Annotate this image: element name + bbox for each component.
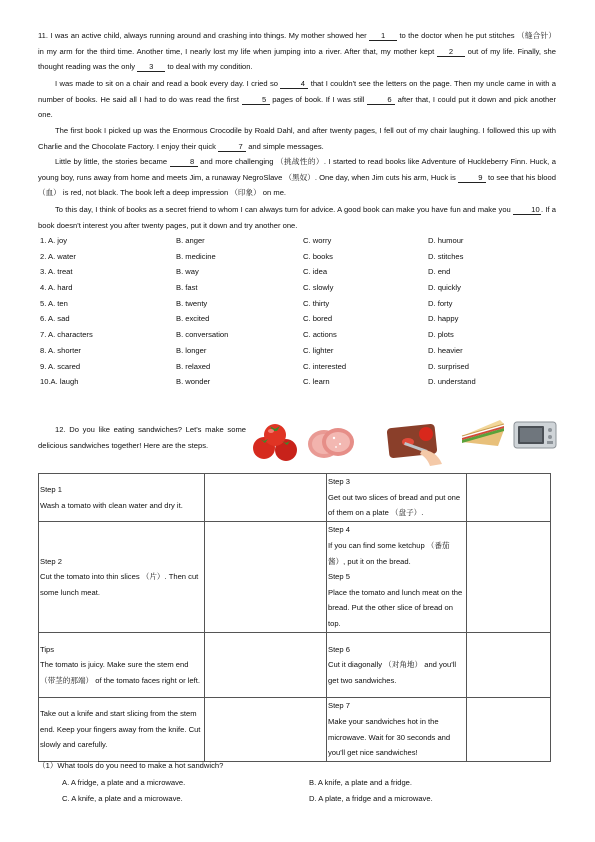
table-cell-empty xyxy=(467,698,551,762)
option-d[interactable]: D. happy xyxy=(428,314,459,324)
table-cell xyxy=(327,522,467,633)
table-cell xyxy=(327,698,467,762)
option-row xyxy=(38,236,558,252)
text: pages of book. If I was still xyxy=(269,94,368,104)
blank-3: 3 xyxy=(137,62,165,72)
option-c[interactable]: C. books xyxy=(303,251,333,261)
option-b[interactable]: B. way xyxy=(176,267,199,277)
option-row xyxy=(38,346,558,362)
option-a[interactable]: 8. A. shorter xyxy=(40,345,81,355)
table-cell-empty xyxy=(467,474,551,522)
option-d[interactable]: D. quickly xyxy=(428,283,461,293)
table-cell-empty xyxy=(467,633,551,698)
option-b[interactable]: B. anger xyxy=(176,236,205,245)
blank-10: 10 xyxy=(513,205,541,215)
option-a[interactable]: 3. A. treat xyxy=(40,267,73,277)
option-c[interactable]: C. actions xyxy=(303,330,337,340)
option-row xyxy=(38,377,558,393)
option-row xyxy=(38,314,558,330)
table-row xyxy=(39,522,551,633)
option-a[interactable]: 9. A. scared xyxy=(40,361,81,371)
text: 11. I was an active child, always running around and crashing into things. My mother showed her xyxy=(38,31,370,40)
option-row xyxy=(38,283,558,299)
table-cell-empty xyxy=(205,474,327,522)
option-row xyxy=(38,267,558,283)
table-cell-empty xyxy=(205,633,327,698)
option-c[interactable]: C. idea xyxy=(303,267,328,277)
option-row xyxy=(38,252,558,268)
blank-4: 4 xyxy=(280,79,308,89)
question-12-intro: 12. Do you like eating sandwiches? Let's make some delicious sandwiches together! Here are the steps. xyxy=(38,425,246,450)
passage-paragraph-3 xyxy=(38,123,556,154)
step-2-title: Step 2 xyxy=(40,556,62,566)
option-a[interactable]: 4. A. hard xyxy=(40,283,73,293)
step-5-text: Place the tomato and lunch meat on the bread. Put the other slice of bread on top. xyxy=(328,587,463,628)
options-grid xyxy=(38,236,558,393)
step-1-text: Wash a tomato with clean water and dry it. xyxy=(40,500,183,510)
option-a[interactable]: 6. A. sad xyxy=(40,314,70,324)
table-cell xyxy=(39,633,205,698)
option-row xyxy=(38,330,558,346)
text: to the doctor when he put stitches （缝合针） in my arm for the third time. Another time, I nearly lost my life when jumping into a river. After that, my mother kept xyxy=(38,31,556,56)
text: out of my life. Finally, she thought reading was the only xyxy=(38,46,556,72)
option-b[interactable]: B. fast xyxy=(176,283,198,293)
tips-title: Tips xyxy=(40,644,55,654)
option-b[interactable]: B. longer xyxy=(176,345,207,355)
option-a[interactable]: 7. A. characters xyxy=(40,330,93,340)
blank-9: 9 xyxy=(458,173,486,183)
option-b[interactable]: B. medicine xyxy=(176,251,216,261)
answer-a[interactable]: A. A fridge, a plate and a microwave. xyxy=(62,778,186,787)
answer-c[interactable]: C. A knife, a plate and a microwave. xyxy=(62,794,183,803)
step-1-title: Step 1 xyxy=(40,484,62,494)
text: to see that his blood （血） is red, not black. The book left a deep impression （印象） on me. xyxy=(38,172,556,198)
tomatoes-icon xyxy=(250,418,302,464)
table-cell-empty xyxy=(467,522,551,633)
option-a[interactable]: 1. A. joy xyxy=(40,236,68,245)
step-2-text: Cut the tomato into thin slices （片）. Then cut some lunch meat. xyxy=(40,572,199,597)
option-b[interactable]: B. conversation xyxy=(176,330,229,340)
steps-table xyxy=(38,473,551,762)
option-c[interactable]: C. bored xyxy=(303,314,333,324)
text: to deal with my condition. xyxy=(165,62,253,72)
option-row xyxy=(38,299,558,315)
tips-text: The tomato is juicy. Make sure the stem end （带茎的那端） of the tomato faces right or left. xyxy=(40,660,200,685)
option-c[interactable]: C. learn xyxy=(303,377,330,387)
answer-d[interactable]: D. A plate, a fridge and a microwave. xyxy=(309,794,433,803)
table-cell-empty xyxy=(205,698,327,762)
option-c[interactable]: C. slowly xyxy=(303,283,334,293)
cutting-tomato-icon xyxy=(384,420,446,468)
option-a[interactable]: 10.A. laugh xyxy=(40,377,79,387)
passage-paragraph-1 xyxy=(38,28,556,75)
step-7-title: Step 7 xyxy=(328,701,350,711)
blank-6: 6 xyxy=(367,95,395,105)
option-c[interactable]: C. thirty xyxy=(303,298,330,308)
step-3-title: Step 3 xyxy=(328,477,350,487)
option-d[interactable]: D. surprised xyxy=(428,361,469,371)
table-cell xyxy=(39,474,205,522)
text: and simple messages. xyxy=(246,141,324,151)
text: Little by little, the stories became xyxy=(55,157,170,166)
option-b[interactable]: B. excited xyxy=(176,314,210,324)
option-a[interactable]: 2. A. water xyxy=(40,251,76,261)
step-7-text: Make your sandwiches hot in the microwave. Wait for 30 seconds and you'll get nice sandwiches! xyxy=(328,716,451,758)
option-b[interactable]: B. twenty xyxy=(176,298,208,308)
text: To this day, I think of books as a secret friend to whom I can always turn for advice. A good book can make you have fun and make you xyxy=(55,205,513,214)
table-row xyxy=(39,474,551,522)
text: after that, I could put it down and pick another one. xyxy=(38,94,557,120)
option-d[interactable]: D. end xyxy=(428,267,451,277)
tips-knife-text: Take out a knife and start slicing from the stem end. Keep your fingers away from the knife. Cut slowly and carefully. xyxy=(40,709,201,750)
blank-5: 5 xyxy=(242,95,270,105)
passage-paragraph-4 xyxy=(38,154,556,201)
blank-2: 2 xyxy=(437,47,465,57)
blank-8: 8 xyxy=(170,157,198,167)
step-6-title: Step 6 xyxy=(328,644,350,654)
blank-1: 1 xyxy=(369,31,397,41)
option-c[interactable]: C. interested xyxy=(303,361,347,371)
question-1-stem: （1）What tools do you need to make a hot sandwich? xyxy=(38,761,224,770)
text: I was made to sit on a chair and read a book every day. I cried so xyxy=(55,79,281,88)
step-4-text: If you can find some ketchup （番茄酱）, put it on the bread. xyxy=(328,541,450,566)
table-cell-empty xyxy=(205,522,327,633)
table-cell xyxy=(327,633,467,698)
table-cell xyxy=(327,474,467,522)
option-d[interactable]: D. heavier xyxy=(428,345,463,355)
microwave-icon xyxy=(512,418,558,452)
table-cell xyxy=(39,522,205,633)
step-4-title: Step 4 xyxy=(328,525,350,535)
option-d[interactable]: D. humour xyxy=(428,236,464,245)
table-row xyxy=(39,698,551,762)
step-6-text: Cut it diagonally （对角地） and you'll get two sandwiches. xyxy=(328,660,457,685)
table-row xyxy=(39,633,551,698)
passage-paragraph-2 xyxy=(38,76,556,123)
text: and more challenging （挑战性的）. I started to read books like Adventure of Huckleberry Finn. Huck, a young boy, runs away from home and meets Jim, a runaway NegroSlave （黑奴）. One day, when Jim cuts his arm, Huck is xyxy=(38,157,556,182)
option-d[interactable]: D. understand xyxy=(428,377,476,387)
step-5-title: Step 5 xyxy=(328,572,350,582)
text: . If a book doesn't interest you after twenty pages, put it down and try another one. xyxy=(38,205,556,230)
option-d[interactable]: D. stitches xyxy=(428,251,464,261)
option-d[interactable]: D. plots xyxy=(428,330,454,340)
option-b[interactable]: B. relaxed xyxy=(176,361,211,371)
step-3-text: Get out two slices of bread and put one of them on a plate （盘子）. xyxy=(328,492,461,518)
answer-b[interactable]: B. A knife, a plate and a fridge. xyxy=(309,778,413,787)
sandwich-icon xyxy=(458,418,508,452)
option-c[interactable]: C. worry xyxy=(303,236,332,245)
text: The first book I picked up was the Enormous Crocodile by Roald Dahl, and after twenty pages, I fell out of my chair laughing. I followed this up with Charlie and the Chocolate Factory. I enjoy their quick xyxy=(38,126,556,151)
option-c[interactable]: C. lighter xyxy=(303,345,334,355)
option-d[interactable]: D. forty xyxy=(428,298,453,308)
option-b[interactable]: B. wonder xyxy=(176,377,211,387)
table-cell xyxy=(39,698,205,762)
option-row xyxy=(38,362,558,378)
lunch-meat-icon xyxy=(306,422,358,462)
option-a[interactable]: 5. A. ten xyxy=(40,298,68,308)
blank-7: 7 xyxy=(218,142,246,152)
text: that I couldn't see the letters on the page. Then my uncle came in with a number of books. He said all I had to do was read the first xyxy=(38,79,556,104)
passage-paragraph-5 xyxy=(38,202,556,233)
